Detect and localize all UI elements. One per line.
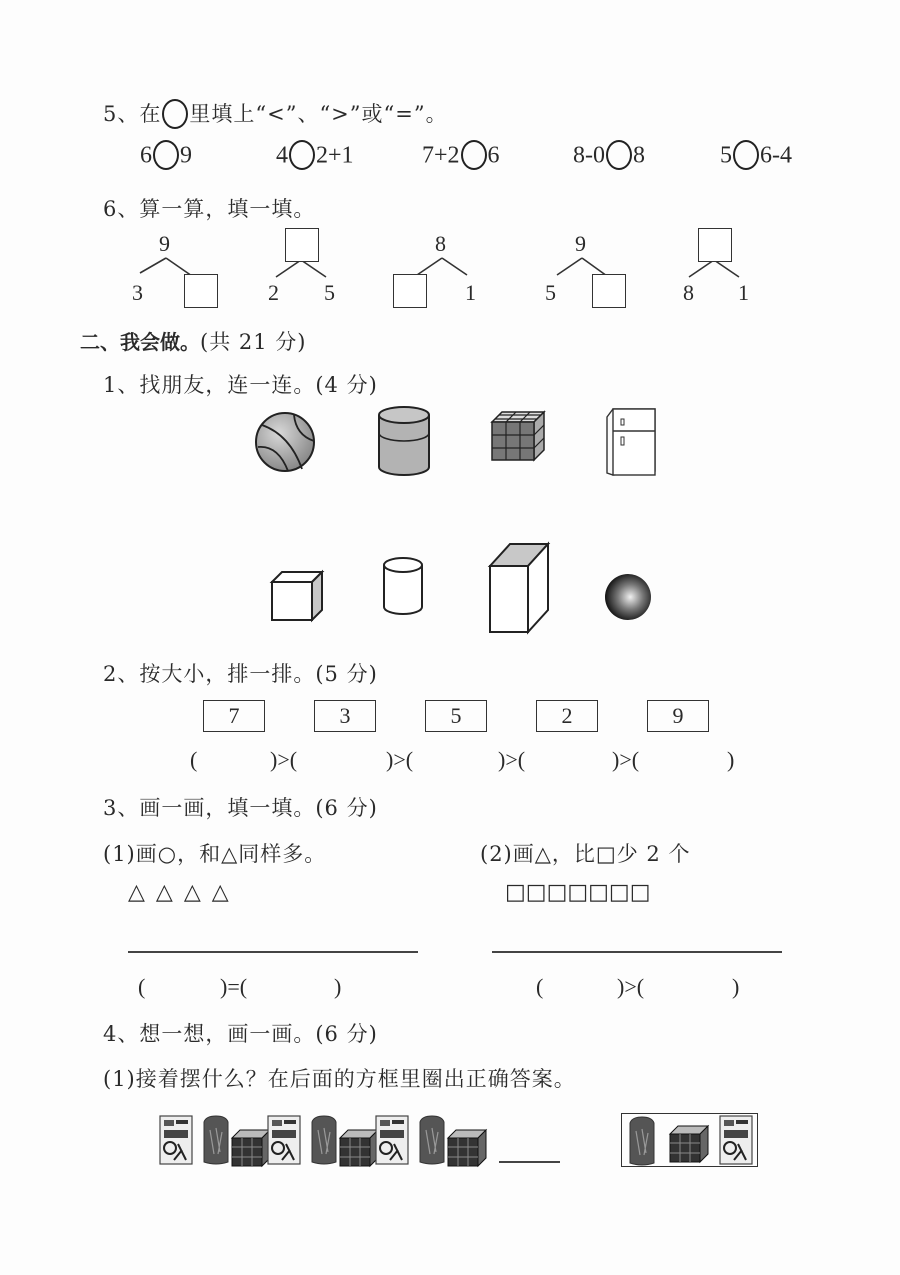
paren-close: ) (727, 747, 735, 772)
paren-gt: )>( (612, 747, 640, 772)
q5-left: 5 (720, 142, 732, 169)
q5-right: 9 (180, 142, 192, 169)
tree3-answer-box[interactable] (393, 274, 427, 308)
paren-gt: )>( (270, 747, 298, 772)
tree4-left: 5 (545, 280, 556, 305)
paren-eq: )=( (220, 974, 248, 999)
tree3-top: 8 (435, 231, 446, 256)
tree3-right: 1 (465, 280, 476, 305)
tree1-top: 9 (159, 231, 170, 256)
number-card-3: 5 (425, 700, 487, 732)
cube-shape-icon[interactable] (268, 568, 328, 624)
q5-title-prefix: 5、在 (103, 102, 162, 126)
refrigerator-icon[interactable] (603, 405, 663, 480)
answer-line-1[interactable] (128, 951, 418, 953)
q5-right: 6 (487, 142, 500, 169)
option-rubiks-cube-icon[interactable] (670, 1126, 708, 1162)
number-card-1: 7 (203, 700, 265, 732)
number-card-4: 2 (536, 700, 598, 732)
cylinder-can-icon[interactable] (375, 403, 435, 483)
q5-left: 6 (140, 142, 152, 169)
s2q1-title: 1、找朋友，连一连。(4 分) (103, 373, 378, 397)
s2q2-title: 2、按大小，排一排。(5 分) (103, 662, 378, 686)
cylinder-shape-icon[interactable] (380, 555, 426, 619)
paren-open: ( (190, 747, 198, 772)
q5-left: 8-0 (573, 142, 605, 169)
tree1-left: 3 (132, 280, 143, 305)
q5-left: 7+2 (422, 142, 460, 169)
paren-close: ) (732, 974, 740, 999)
s2q3-title: 3、画一画，填一填。(6 分) (103, 796, 378, 820)
paren-gt: )>( (498, 747, 526, 772)
pattern-sequence (158, 1112, 558, 1170)
q5-right: 6-4 (760, 142, 792, 169)
tree2-left: 2 (268, 280, 279, 305)
q6-title: 6、算一算，填一填。 (103, 197, 316, 221)
tree5-answer-box[interactable] (698, 228, 732, 262)
triangles: △ △ △ △ (128, 880, 231, 905)
section2-heading (80, 326, 306, 356)
section2-score: (共 21 分) (200, 330, 307, 354)
option-can-icon[interactable] (630, 1117, 654, 1165)
sphere-shape-icon[interactable] (602, 571, 654, 623)
paren-gt: )>( (617, 974, 645, 999)
paren-open: ( (536, 974, 544, 999)
paren-close: ) (334, 974, 342, 999)
tree1-answer-box[interactable] (184, 274, 218, 308)
paren-open: ( (138, 974, 146, 999)
tree2-answer-box[interactable] (285, 228, 319, 262)
paren-gt: )>( (386, 747, 414, 772)
s2q4-part1-label: (1)接着摆什么？在后面的方框里圈出正确答案。 (103, 1067, 576, 1091)
answer-line-2[interactable] (492, 951, 782, 953)
q5-left: 4 (276, 142, 288, 169)
rubiks-cube-icon[interactable] (488, 408, 548, 466)
tree2-right: 5 (324, 280, 335, 305)
q5-title-suffix: 里填上“<”、“>”或“=”。 (189, 102, 448, 126)
squares: □□□□□□□ (505, 880, 651, 905)
q5-right: 2+1 (316, 142, 354, 169)
number-card-2: 3 (314, 700, 376, 732)
next-item-blank[interactable] (499, 1161, 560, 1163)
number-card-5: 9 (647, 700, 709, 732)
tree5-left: 8 (683, 280, 694, 305)
tree4-answer-box[interactable] (592, 274, 626, 308)
s2q3-part2-label: (2)画△，比□少 2 个 (480, 842, 691, 866)
s2q3-part1-label: (1)画○，和△同样多。 (103, 842, 327, 866)
cuboid-shape-icon[interactable] (486, 540, 552, 636)
tree4-top: 9 (575, 231, 586, 256)
section2-title: 二、我会做。 (80, 330, 200, 354)
s2q4-title: 4、想一想，画一画。(6 分) (103, 1022, 378, 1046)
option-milk-carton-icon[interactable] (720, 1116, 752, 1164)
basketball-icon[interactable] (250, 405, 320, 480)
tree5-right: 1 (738, 280, 749, 305)
q5-right: 8 (633, 142, 645, 169)
answer-options (624, 1114, 756, 1166)
